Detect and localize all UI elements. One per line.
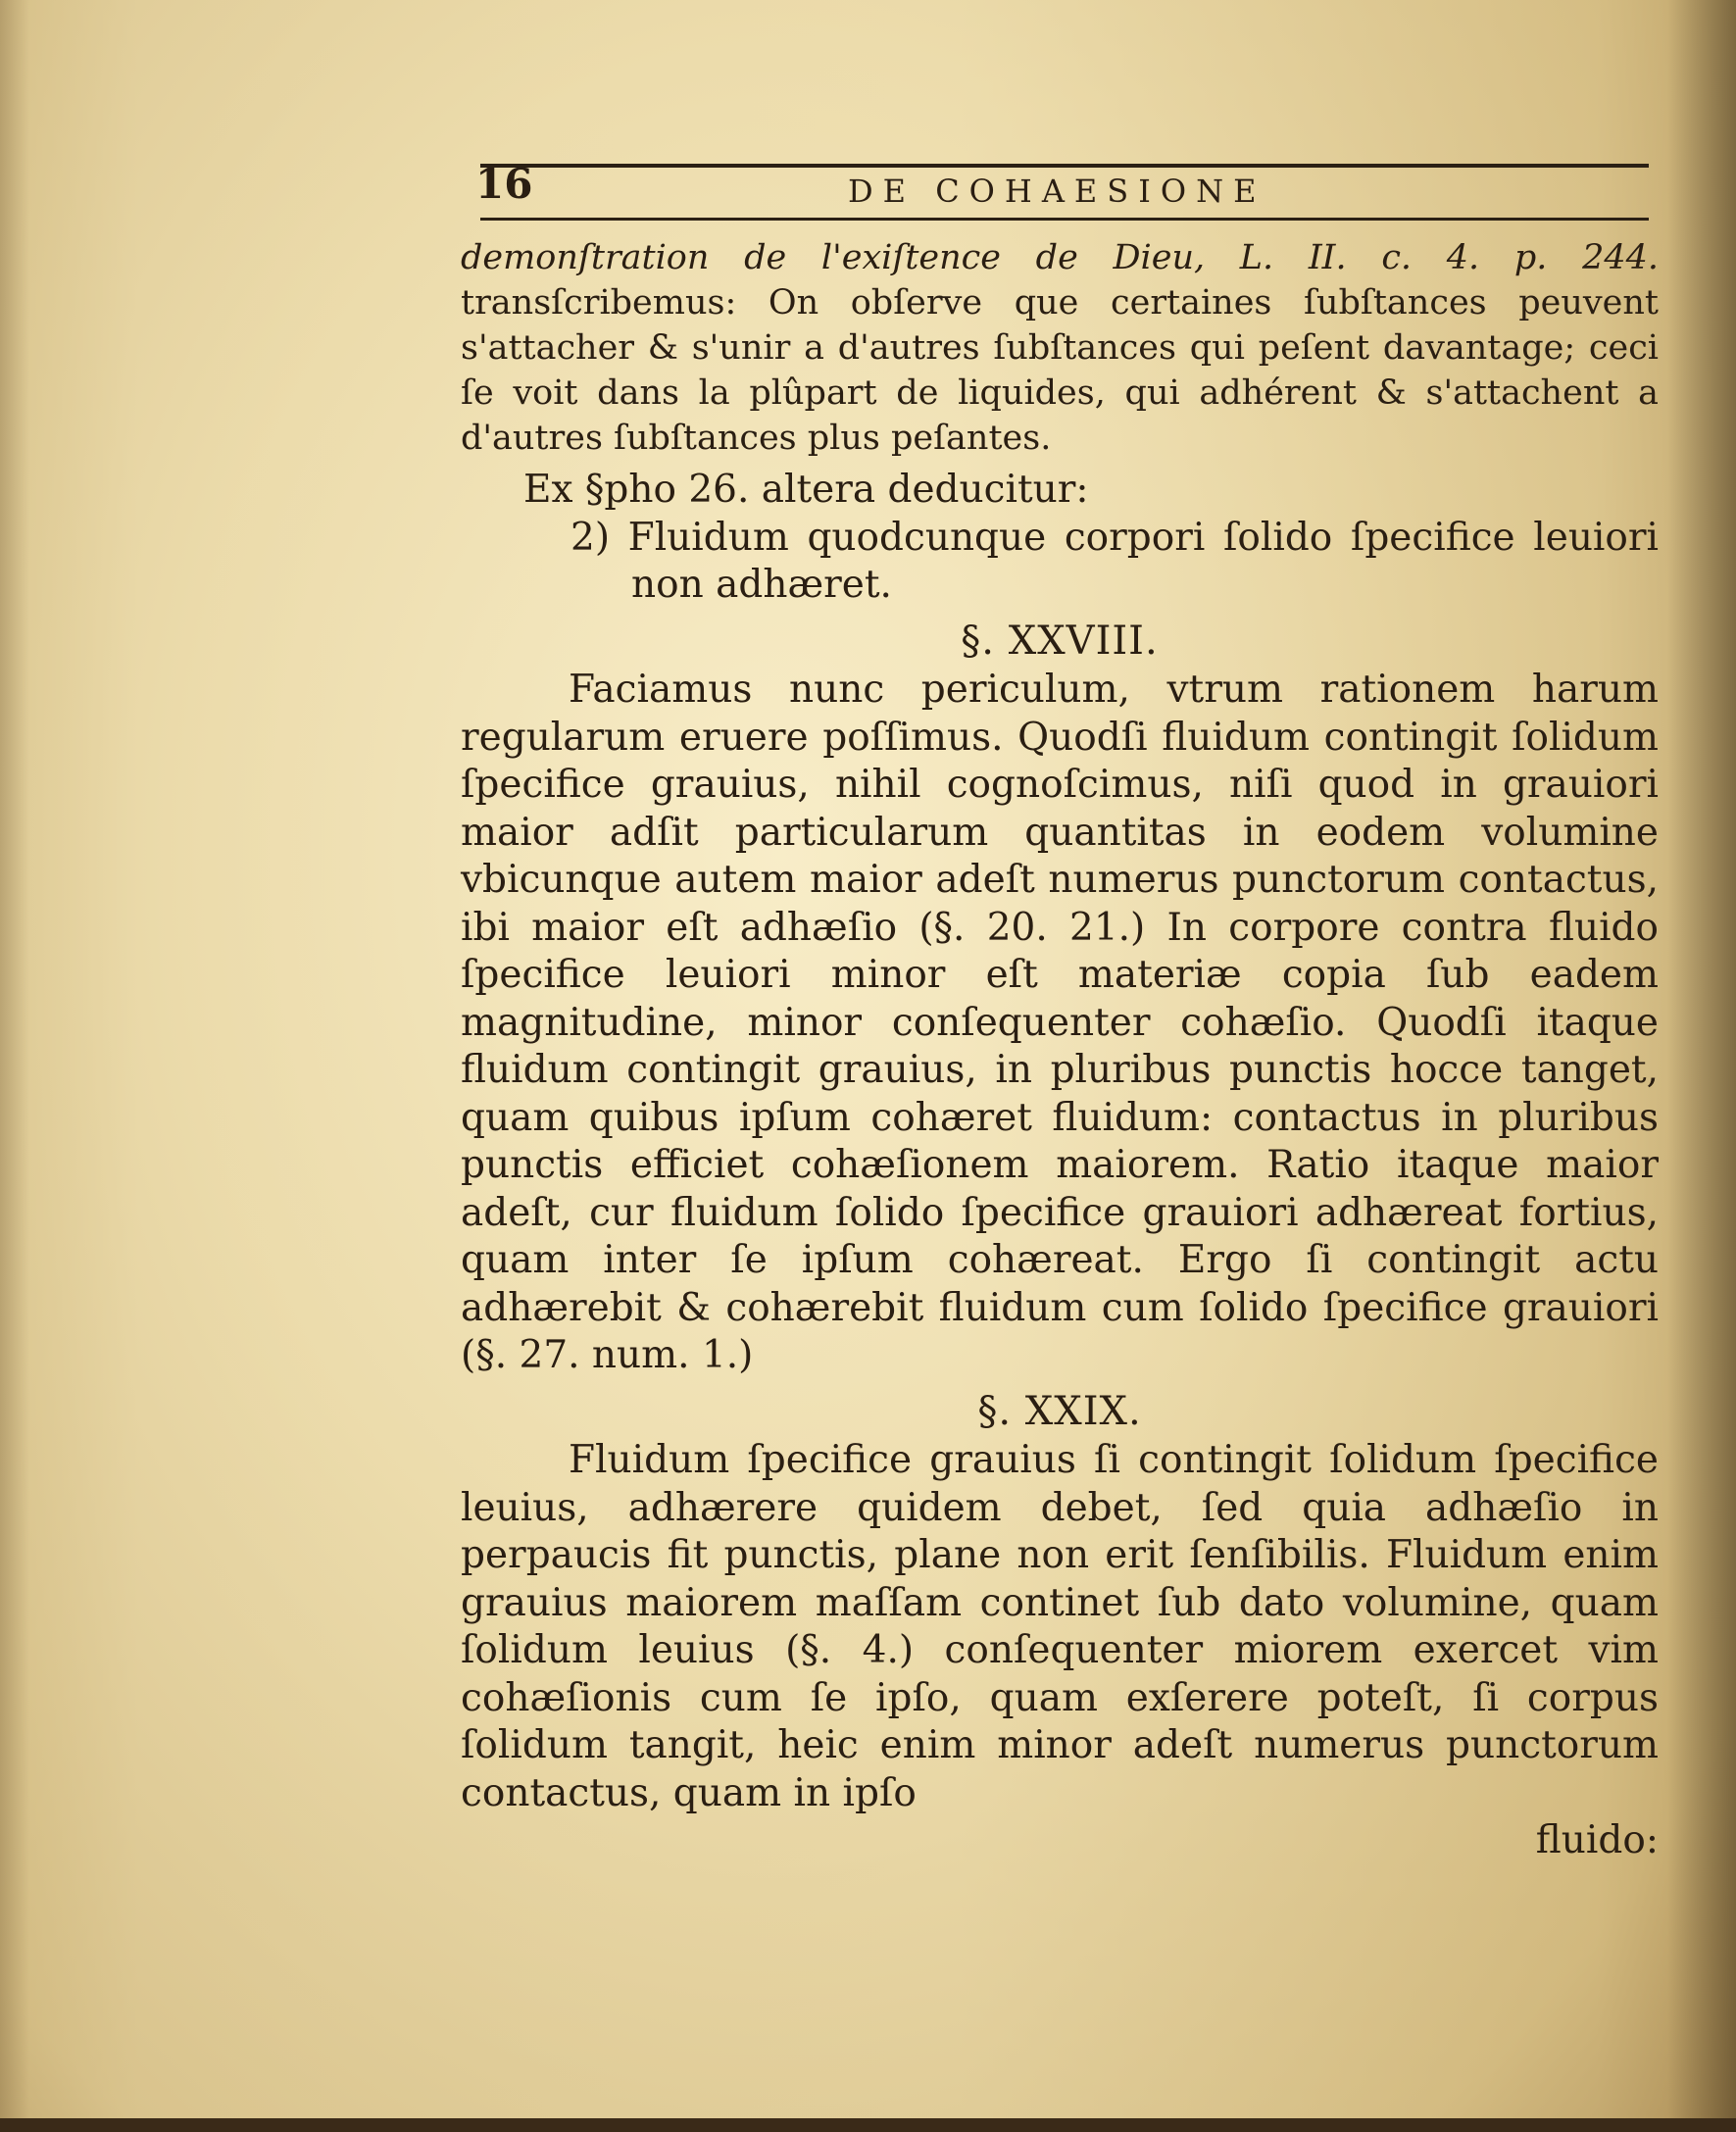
header-rule-top [480, 164, 1649, 168]
deduction-item: 2) Fluidum quodcunque corpori ſolido ſpecifice leuiori non adhæret. [570, 515, 1659, 607]
header-rule-bottom [480, 218, 1649, 221]
section-heading-28: §. XXVIII. [961, 618, 1159, 664]
quotation-text: transſcribemus: On obſerve que certaines ſubſtances peuvent s'attacher & s'unir a d'autres ſubſtances qui peſent davantage; ceci ſe voit dans la plûpart de liquides, qui adhérent & s'attachent a d'autres ſubſtances plus peſantes. [461, 283, 1659, 458]
running-title: DE COHAESIONE [848, 173, 1266, 210]
page-edge-shadow-right [1667, 0, 1736, 2132]
quotation-reference: demonſtration de l'exiſtence de Dieu, L. II. c. 4. p. 244. [461, 238, 1659, 277]
section-paragraph-29: Fluidum ſpecifice grauius ſi contingit ſolidum ſpecifice leuius, adhærere quidem debet, ſed quia adhæſio in perpaucis fit punctis, plane non erit ſenſibilis. Fluidum enim grauius maiorem maſſam continet ſub dato volumine, quam ſolidum leuius (§. 4.) conſequenter miorem exercet vim cohæſionis cum ſe ipſo, quam exſerere poteſt, ſi corpus ſolidum tangit, heic enim minor adeſt numerus punctorum contactus, quam in ipſo [461, 1438, 1659, 1815]
french-quotation [461, 235, 1659, 461]
page-edge-shadow-left [0, 0, 29, 2132]
section-paragraph-28: Faciamus nunc periculum, vtrum rationem harum regularum eruere poſſimus. Quodſi fluidum contingit ſolidum ſpecifice grauius, nihil cognoſcimus, niſi quod in grauiori maior adſit particularum quantitas in eodem volumine vbicunque autem maior adeſt numerus punctorum contactus, ibi maior eſt adhæſio (§. 20. 21.) In corpore contra fluido ſpecifice leuiori minor eſt materiæ copia ſub eadem magnitudine, minor conſequenter cohæſio. Quodſi itaque fluidum contingit grauius, in pluribus punctis hocce tanget, quam quibus ipſum cohæret fluidum: contactus in pluribus punctis efficiet cohæſionem maiorem. Ratio itaque maior adeſt, cur fluidum ſolido ſpecifice grauiori adhæreat fortius, quam inter ſe ipſum cohæreat. Ergo ſi contingit actu adhærebit & cohærebit fluidum cum ſolido ſpecifice grauiori (§. 27. num. 1.) [461, 668, 1659, 1377]
page-edge-bottom [0, 2118, 1736, 2132]
catchword: fluido: [1535, 1818, 1659, 1862]
body-text [461, 235, 1659, 1865]
deduction-intro: Ex §pho 26. altera deducitur: [523, 468, 1089, 512]
page-number: 16 [475, 160, 533, 208]
section-heading-29: §. XXIX. [977, 1388, 1142, 1434]
